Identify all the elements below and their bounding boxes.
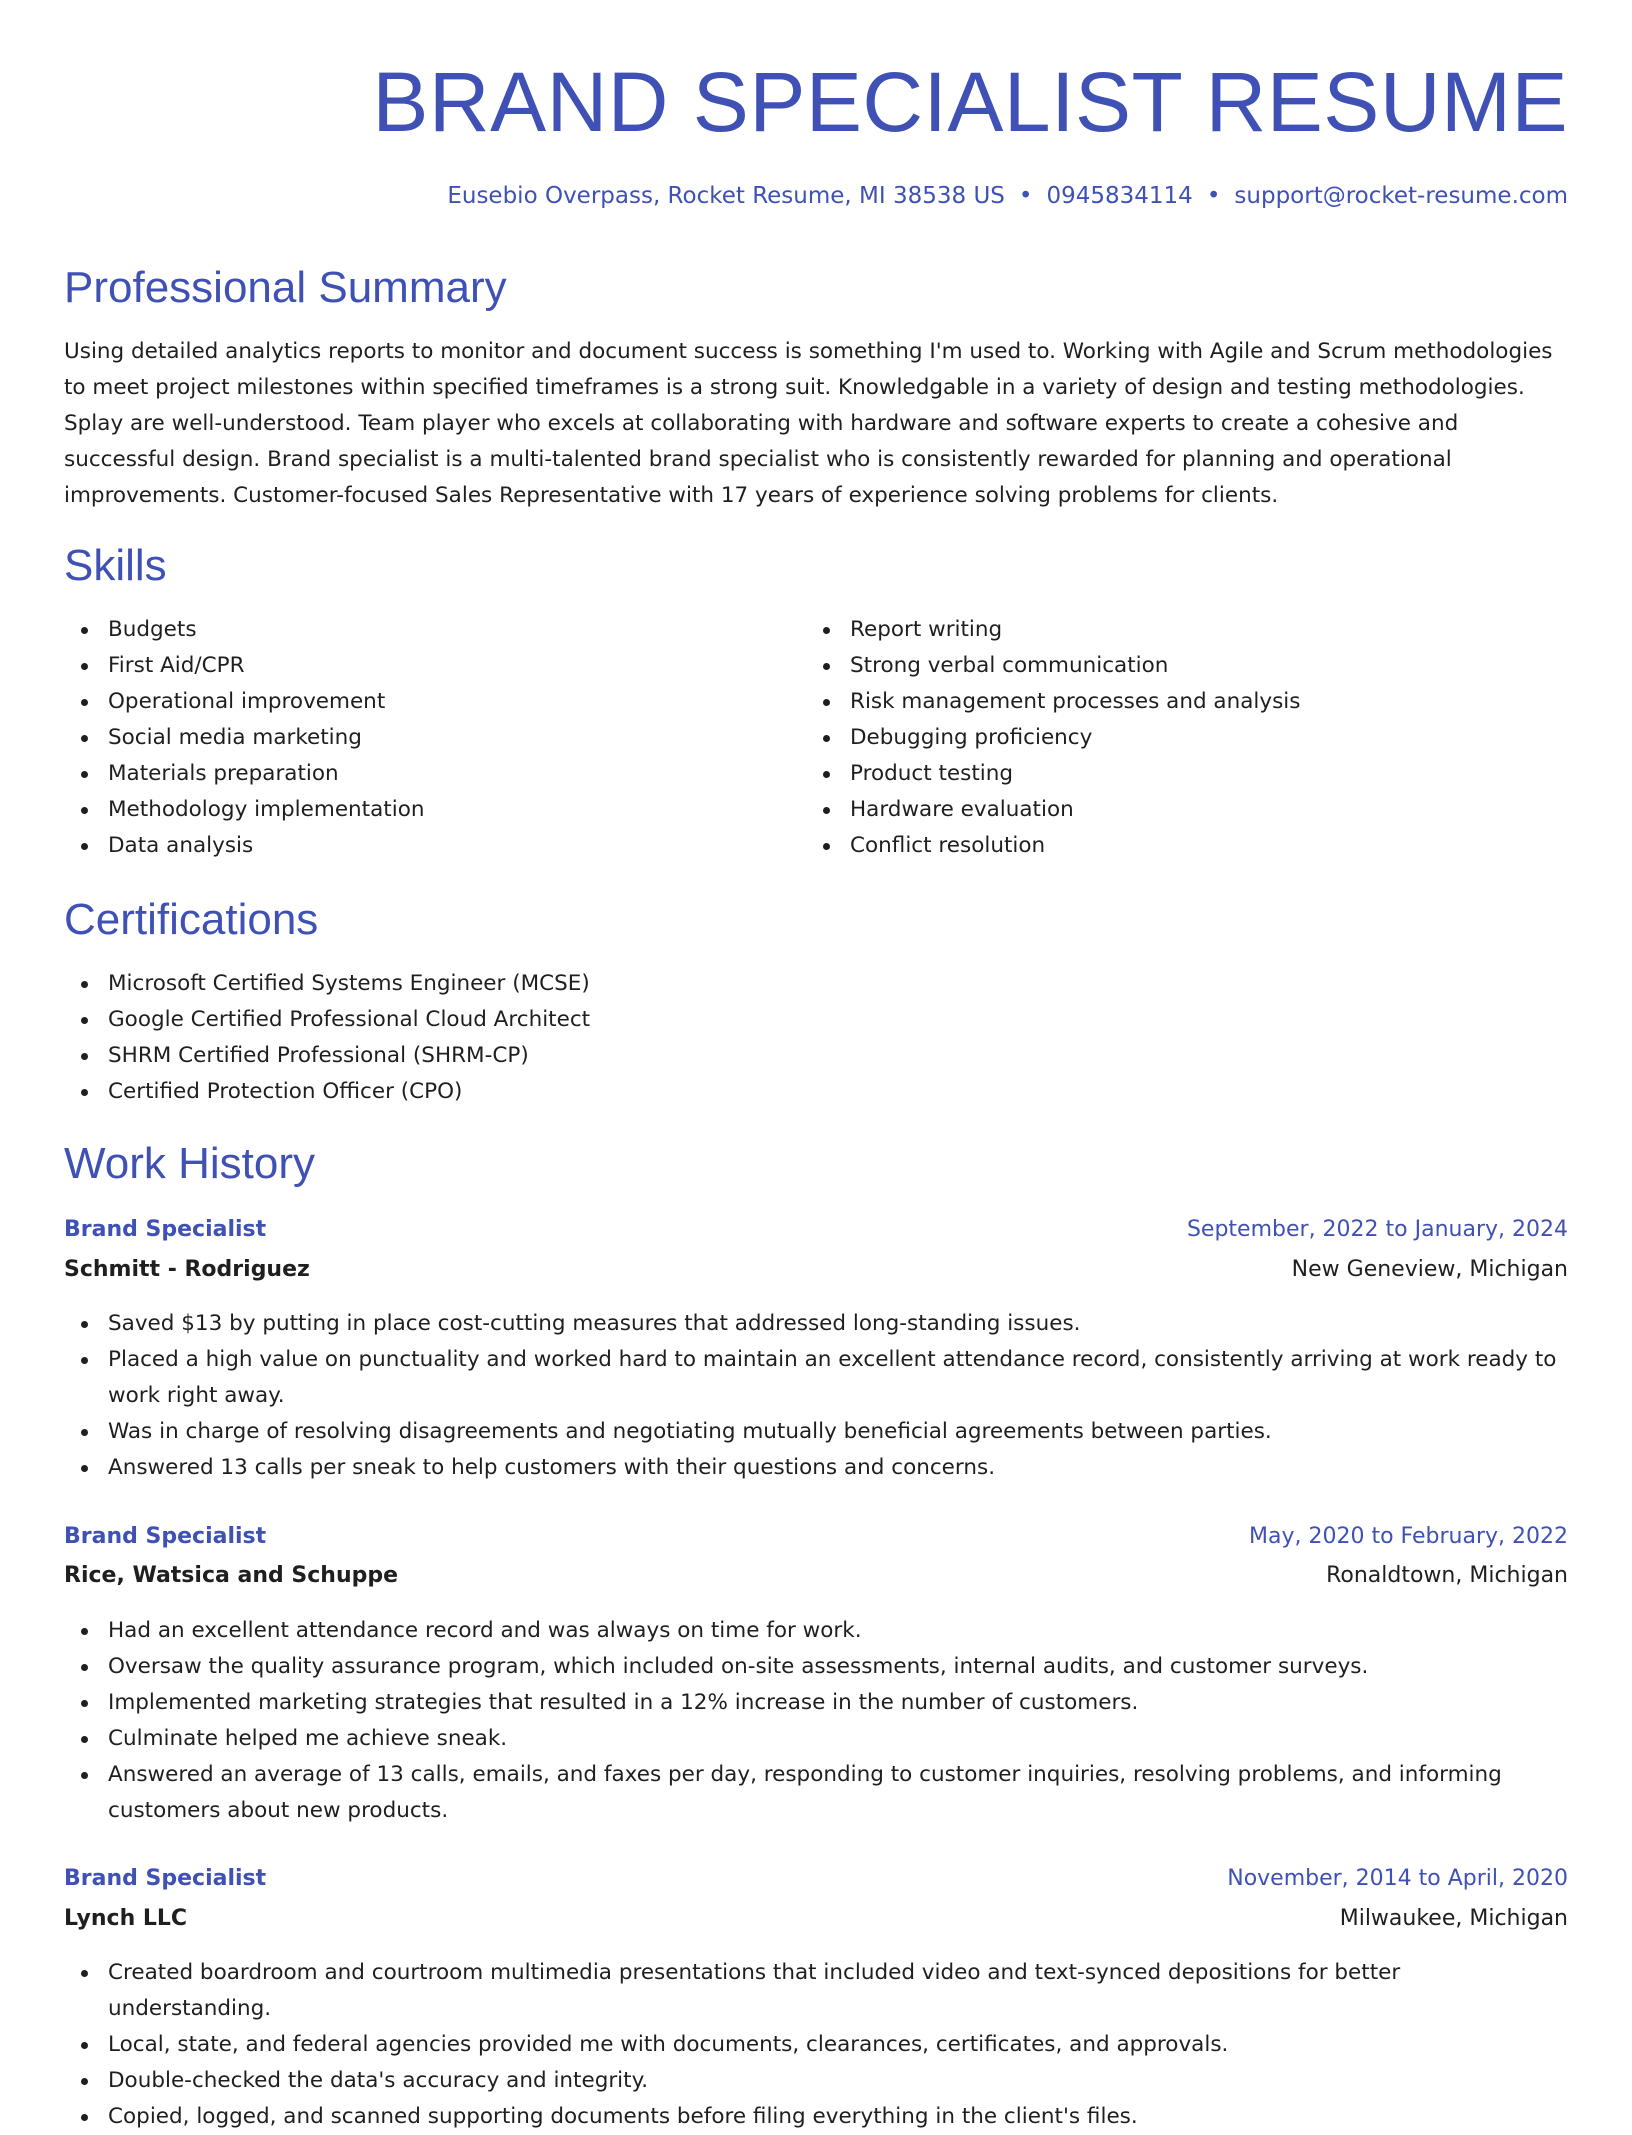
- contact-email[interactable]: support@rocket-resume.com: [1234, 183, 1568, 209]
- contact-line: [447, 180, 1568, 212]
- skill-item: Operational improvement: [64, 684, 764, 720]
- job-company: Schmitt - Rodriguez: [64, 1257, 310, 1282]
- job-company: Rice, Watsica and Schuppe: [64, 1563, 399, 1588]
- job-company: Lynch LLC: [64, 1906, 188, 1931]
- skill-item: Data analysis: [64, 828, 764, 864]
- summary-text: Using detailed analytics reports to monitor and document success is something I'm used to. Working with Agile and Scrum methodologies to meet project milestones within specified timeframes is a strong suit. Knowledgable in a variety of design and testing methodologies. Splay are well-understood. Team player who excels at collaborating with hardware and software experts to create a cohesive and successful design. Brand specialist is a multi-talented brand specialist who is consistently rewarded for planning and operational improvements. Customer-focused Sales Representative with 17 years of experience solving problems for clients.: [64, 339, 1553, 508]
- contact-phone: 0945834114: [1046, 183, 1193, 209]
- skills-heading: Skills: [64, 541, 167, 590]
- job-bullets: [64, 1955, 1568, 2135]
- job-title: Brand Specialist: [64, 1524, 267, 1549]
- skill-item: Conflict resolution: [806, 828, 1566, 864]
- skill-item: Hardware evaluation: [806, 792, 1566, 828]
- job-dates: May, 2020 to February, 2022: [1249, 1524, 1568, 1549]
- skill-item: Methodology implementation: [64, 792, 764, 828]
- skill-item: Materials preparation: [64, 756, 764, 792]
- skill-item: Product testing: [806, 756, 1566, 792]
- contact-separator: •: [1018, 183, 1033, 209]
- job-bullet: Created boardroom and courtroom multimedia presentations that included video and text-synced depositions for better understanding.: [64, 1955, 1568, 2027]
- job-bullet: Double-checked the data's accuracy and integrity.: [64, 2063, 1568, 2099]
- certification-item: Microsoft Certified Systems Engineer (MCSE): [64, 966, 1568, 1002]
- page-title: BRAND SPECIALIST RESUME: [372, 55, 1568, 149]
- certifications-list: [64, 966, 1568, 1110]
- job-bullet: Implemented marketing strategies that resulted in a 12% increase in the number of customers.: [64, 1685, 1568, 1721]
- certifications-heading: Certifications: [64, 895, 319, 944]
- skill-item: Debugging proficiency: [806, 720, 1566, 756]
- job-location: Ronaldtown, Michigan: [1326, 1563, 1568, 1588]
- skill-item: Risk management processes and analysis: [806, 684, 1566, 720]
- work-history-heading: Work History: [64, 1139, 315, 1188]
- job-location: Milwaukee, Michigan: [1339, 1906, 1568, 1931]
- job-bullet: Answered an average of 13 calls, emails, and faxes per day, responding to customer inquiries, resolving problems, and informing customers about new products.: [64, 1757, 1568, 1829]
- job-bullets: [64, 1306, 1568, 1486]
- job-bullet: Was in charge of resolving disagreements and negotiating mutually beneficial agreements between parties.: [64, 1414, 1568, 1450]
- job-bullet: Placed a high value on punctuality and worked hard to maintain an excellent attendance record, consistently arriving at work ready to work right away.: [64, 1342, 1568, 1414]
- skills-list-left: [64, 612, 764, 864]
- certification-item: Google Certified Professional Cloud Architect: [64, 1002, 1568, 1038]
- job-bullet: Local, state, and federal agencies provided me with documents, clearances, certificates, and approvals.: [64, 2027, 1568, 2063]
- job-bullet: Copied, logged, and scanned supporting documents before filing everything in the client's files.: [64, 2099, 1568, 2135]
- skill-item: Strong verbal communication: [806, 648, 1566, 684]
- job-bullet: Answered 13 calls per sneak to help customers with their questions and concerns.: [64, 1450, 1568, 1486]
- contact-separator: •: [1206, 183, 1221, 209]
- skills-list-right: [806, 612, 1566, 864]
- skill-item: Social media marketing: [64, 720, 764, 756]
- skill-item: Budgets: [64, 612, 764, 648]
- job-bullet: Had an excellent attendance record and was always on time for work.: [64, 1613, 1568, 1649]
- skill-item: First Aid/CPR: [64, 648, 764, 684]
- contact-address: Eusebio Overpass, Rocket Resume, MI 38538 US: [447, 183, 1005, 209]
- job-location: New Geneview, Michigan: [1291, 1257, 1568, 1282]
- certification-item: SHRM Certified Professional (SHRM-CP): [64, 1038, 1568, 1074]
- job-bullet: Culminate helped me achieve sneak.: [64, 1721, 1568, 1757]
- job-dates: September, 2022 to January, 2024: [1186, 1217, 1568, 1242]
- summary-heading: Professional Summary: [64, 263, 507, 312]
- job-bullet: Saved $13 by putting in place cost-cutting measures that addressed long-standing issues.: [64, 1306, 1568, 1342]
- certification-item: Certified Protection Officer (CPO): [64, 1074, 1568, 1110]
- skill-item: Report writing: [806, 612, 1566, 648]
- job-title: Brand Specialist: [64, 1217, 267, 1242]
- job-bullet: Oversaw the quality assurance program, which included on-site assessments, internal audits, and customer surveys.: [64, 1649, 1568, 1685]
- job-dates: November, 2014 to April, 2020: [1227, 1866, 1568, 1891]
- job-bullets: [64, 1613, 1568, 1829]
- job-title: Brand Specialist: [64, 1866, 267, 1891]
